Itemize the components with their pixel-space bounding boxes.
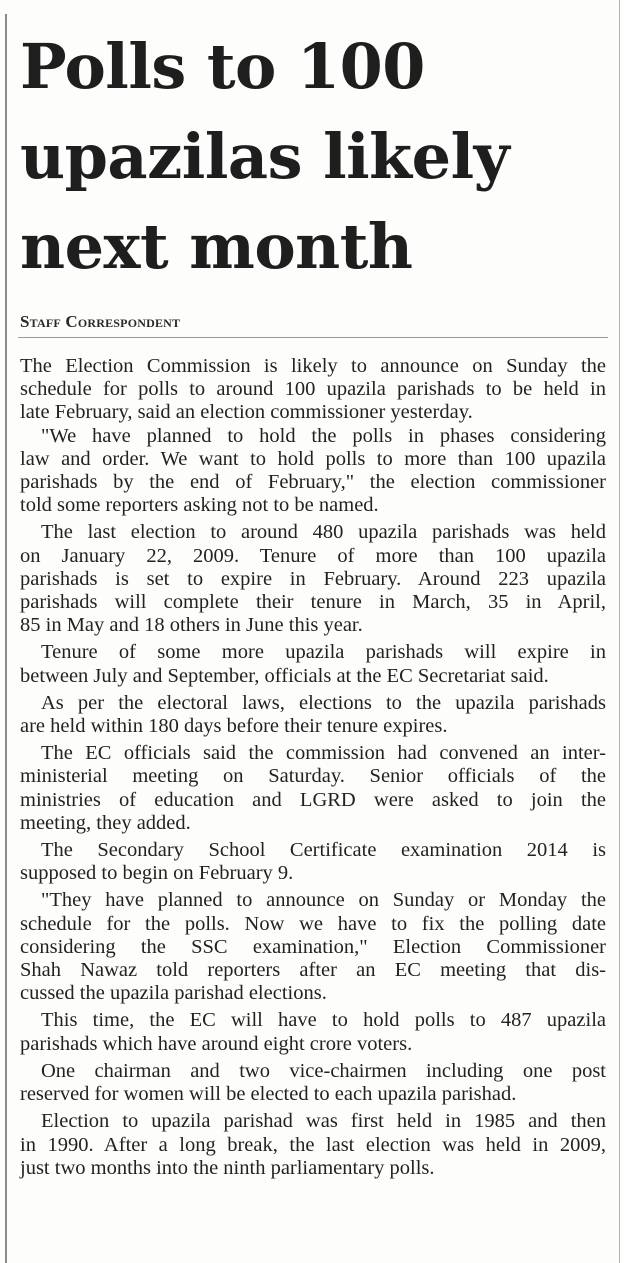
text-line: parishads is set to expire in February. Around 223 upazila — [20, 567, 606, 590]
text-line: schedule for polls to around 100 upazila parishads to be held in — [20, 378, 606, 401]
text-line: on January 22, 2009. Tenure of more than 100 upazila — [20, 544, 606, 567]
text-line: The Secondary School Certificate examination 2014 is — [41, 839, 606, 862]
text-line: As per the electoral laws, elections to the upazila parishads — [41, 691, 606, 714]
text-line: parishads which have around eight crore voters. — [20, 1032, 413, 1055]
text-line: This time, the EC will have to hold polls to 487 upazila — [41, 1009, 606, 1032]
text-line: just two months into the ninth parliamentary polls. — [20, 1156, 435, 1179]
paragraph — [20, 1009, 606, 1055]
text-line: in 1990. After a long break, the last election was held in 2009, — [20, 1133, 606, 1156]
text-line: Election to upazila parishad was first held in 1985 and then — [41, 1110, 606, 1133]
text-line: told some reporters asking not to be named. — [20, 494, 379, 517]
text-line: The last election to around 480 upazila parishads was held — [41, 521, 606, 544]
paragraph — [20, 839, 606, 885]
paragraph — [20, 889, 606, 1005]
paragraph — [20, 425, 606, 518]
paragraph — [20, 521, 606, 637]
text-line: The EC officials said the commission had convened an inter- — [41, 742, 606, 765]
byline: Staff Correspondent — [20, 312, 181, 331]
text-line: are held within 180 days before their tenure expires. — [20, 715, 448, 738]
paragraph — [20, 692, 606, 738]
text-line: meeting, they added. — [20, 811, 191, 834]
text-line: Shah Nawaz told reporters after an EC meeting that dis- — [20, 959, 606, 982]
text-line: parishads by the end of February," the election commissioner — [20, 471, 606, 494]
text-line: 85 in May and 18 others in June this year. — [20, 614, 363, 637]
headline-line: upazilas likely — [20, 120, 510, 193]
text-line: ministries of education and LGRD were asked to join the — [20, 788, 606, 811]
text-line: between July and September, officials at the EC Secretariat said. — [20, 664, 549, 687]
paragraph — [20, 1110, 606, 1180]
text-line: The Election Commission is likely to announce on Sunday the — [20, 355, 606, 377]
text-line: considering the SSC examination," Election Commissioner — [20, 935, 606, 958]
headline-line: next month — [20, 210, 413, 283]
text-line: cussed the upazila parishad elections. — [20, 982, 327, 1005]
text-line: Tenure of some more upazila parishads will expire in — [41, 641, 606, 664]
article-body — [20, 355, 606, 1180]
paragraph — [20, 742, 606, 835]
text-line: supposed to begin on February 9. — [20, 862, 294, 885]
text-line: "They have planned to announce on Sunday or Monday the — [41, 889, 606, 912]
text-line: parishads will complete their tenure in March, 35 in April, — [20, 591, 606, 614]
text-line: reserved for women will be elected to each upazila parishad. — [20, 1083, 517, 1106]
paragraph — [20, 1060, 606, 1106]
column-rule-left — [5, 14, 7, 1263]
headline — [20, 22, 620, 292]
text-line: late February, said an election commissioner yesterday. — [20, 401, 473, 424]
paragraph — [20, 641, 606, 687]
text-line: ministerial meeting on Saturday. Senior officials of the — [20, 765, 606, 788]
text-line: law and order. We want to hold polls to more than 100 upazila — [20, 447, 606, 470]
text-line: schedule for the polls. Now we have to fix the polling date — [20, 912, 606, 935]
text-line: One chairman and two vice-chairmen including one post — [41, 1059, 606, 1082]
text-line: "We have planned to hold the polls in phases considering — [41, 424, 606, 447]
headline-line: Polls to 100 — [20, 30, 425, 103]
paragraph — [20, 355, 606, 425]
byline-divider — [18, 337, 608, 338]
